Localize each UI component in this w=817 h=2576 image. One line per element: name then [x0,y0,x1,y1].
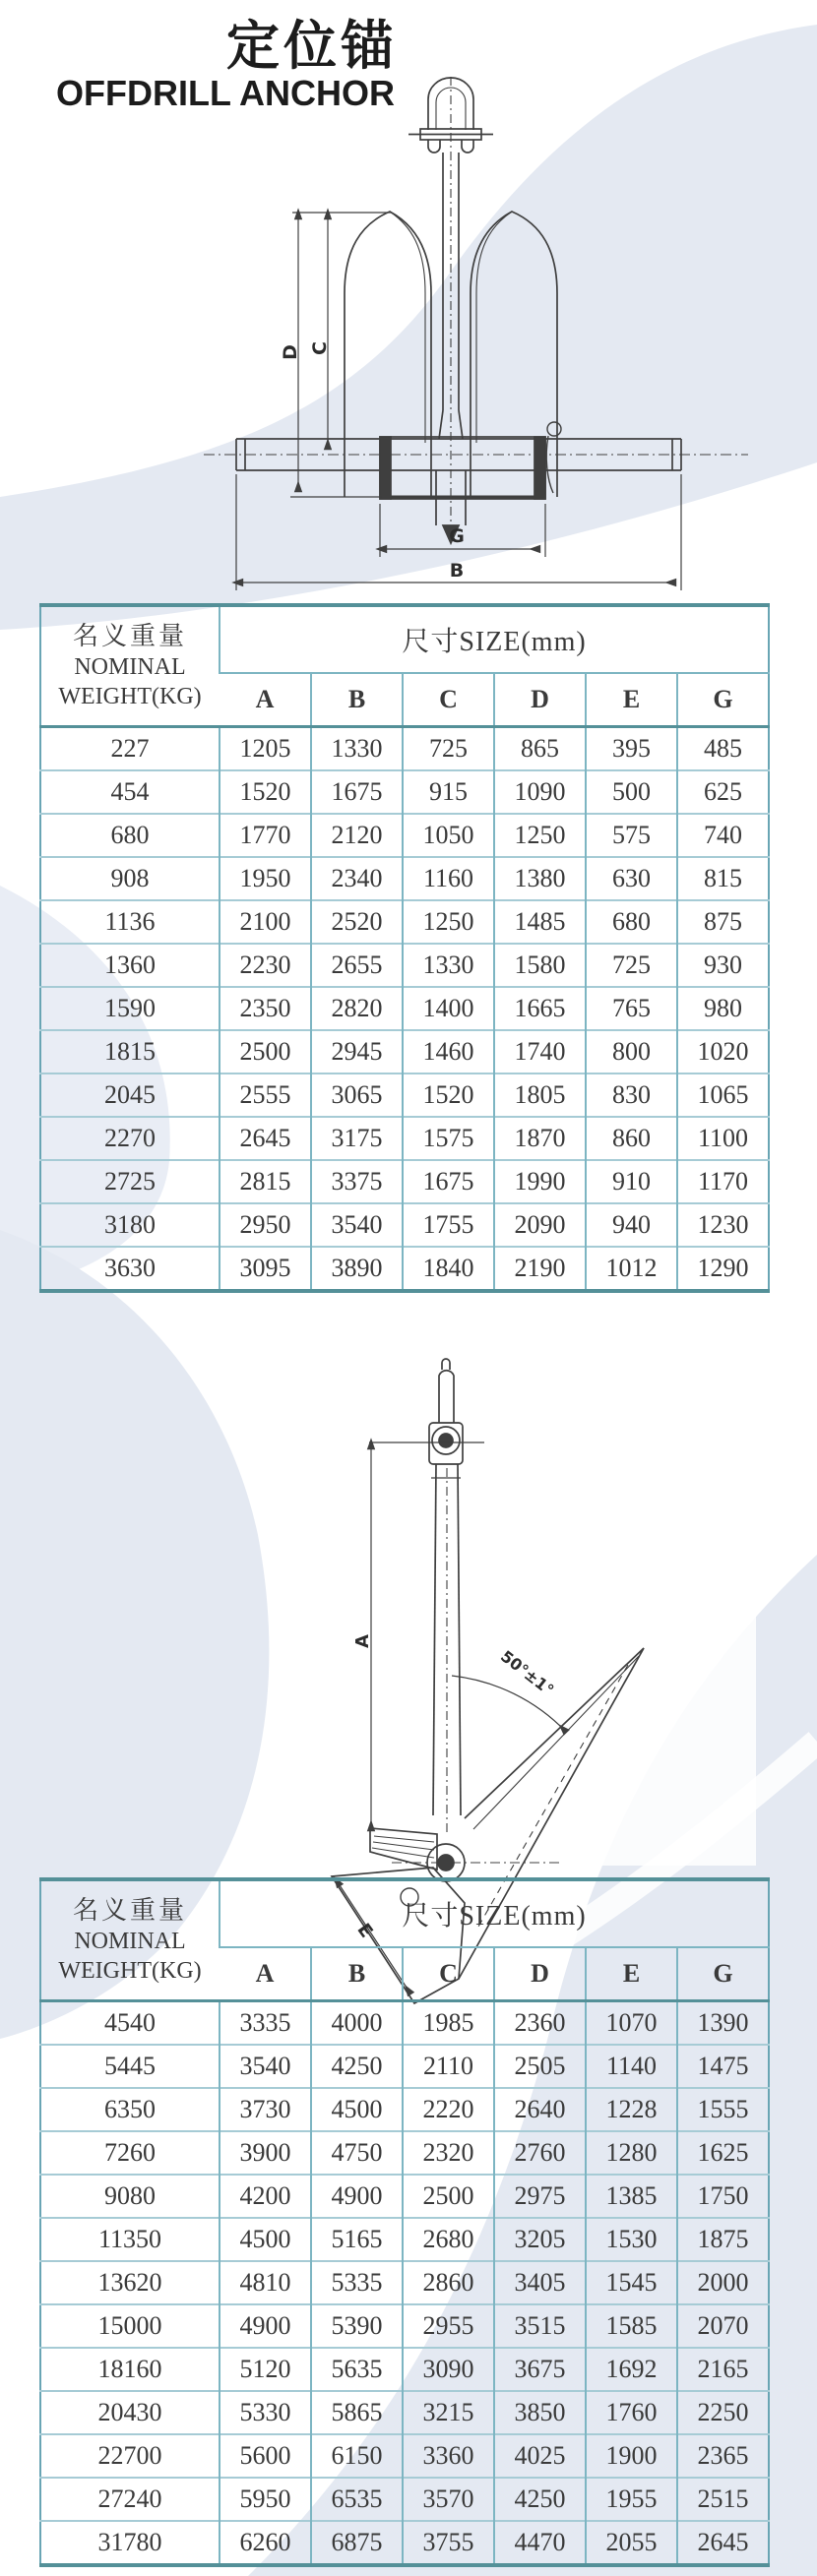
size-cell: 5120 [220,2348,311,2391]
table-row [40,987,769,1030]
table-row [40,2088,769,2131]
size-cell: 3515 [494,2304,586,2348]
size-cell: 1070 [586,2001,677,2046]
weight-cell: 2045 [40,1073,220,1117]
size-cell: 2955 [403,2304,494,2348]
table-row [40,857,769,900]
weight-cell: 9080 [40,2175,220,2218]
col-header-d: D [494,673,586,727]
size-cell: 3375 [311,1160,403,1203]
size-cell: 2655 [311,944,403,987]
shank [431,1464,461,1832]
size-cell: 1012 [586,1247,677,1291]
size-cell: 1090 [494,770,586,814]
size-cell: 1140 [586,2045,677,2088]
size-cell: 2820 [311,987,403,1030]
col-header-a: A [220,1947,311,2001]
angle-label: 50°±1° [497,1646,558,1700]
dim-label-g: G [449,525,465,547]
size-cell: 875 [677,900,769,944]
size-cell: 2515 [677,2478,769,2521]
size-cell: 1900 [586,2434,677,2478]
size-cell: 2950 [220,1203,311,1247]
weight-cell: 22700 [40,2434,220,2478]
dim-label-e: E [352,1920,377,1942]
weight-column-header [40,1879,220,2001]
weight-cell: 2270 [40,1117,220,1160]
spec-table-large-anchors [39,1877,770,2567]
table-row [40,1160,769,1203]
weight-cell: 13620 [40,2261,220,2304]
weight-cell: 5445 [40,2045,220,2088]
weight-cell: 1360 [40,944,220,987]
size-cell: 1950 [220,857,311,900]
stock-retaining-clip [547,422,561,436]
weight-header-zh: 名义重量 [72,621,187,650]
size-cell: 765 [586,987,677,1030]
size-cell: 1692 [586,2348,677,2391]
size-cell: 1755 [403,1203,494,1247]
size-cell: 3205 [494,2218,586,2261]
size-cell: 625 [677,770,769,814]
size-cell: 1250 [403,900,494,944]
size-cell: 2090 [494,1203,586,1247]
size-cell: 2500 [403,2175,494,2218]
col-header-b: B [311,1947,403,2001]
size-cell: 3755 [403,2521,494,2565]
weight-header-en1: NOMINAL [74,654,186,681]
table-row [40,770,769,814]
size-cell: 1330 [403,944,494,987]
shackle [429,1359,463,1464]
col-header-e: E [586,673,677,727]
size-cell: 5390 [311,2304,403,2348]
size-cell: 1625 [677,2131,769,2175]
table-row [40,727,769,771]
size-cell: 1330 [311,727,403,771]
size-cell: 1380 [494,857,586,900]
dim-label-a: A [352,1634,373,1648]
table-row [40,944,769,987]
weight-cell: 908 [40,857,220,900]
size-cell: 2070 [677,2304,769,2348]
size-cell: 4500 [220,2218,311,2261]
size-cell: 4900 [220,2304,311,2348]
size-cell: 860 [586,1117,677,1160]
weight-cell: 31780 [40,2521,220,2565]
spec-table-1-body [40,727,769,1292]
size-cell: 3730 [220,2088,311,2131]
size-cell: 3360 [403,2434,494,2478]
dim-label-c: C [309,341,331,355]
size-cell: 630 [586,857,677,900]
size-cell: 680 [586,900,677,944]
size-cell: 500 [586,770,677,814]
size-cell: 1230 [677,1203,769,1247]
dim-label-d: D [280,344,301,360]
size-cell: 2640 [494,2088,586,2131]
table-row [40,1203,769,1247]
size-cell: 1520 [220,770,311,814]
weight-cell: 1590 [40,987,220,1030]
size-cell: 395 [586,727,677,771]
size-cell: 1675 [311,770,403,814]
table-row [40,2131,769,2175]
weight-cell: 20430 [40,2391,220,2434]
size-header: 尺寸SIZE(mm) [220,605,769,673]
size-cell: 1050 [403,814,494,857]
weight-header-en1: NOMINAL [74,1929,186,1955]
size-cell: 1228 [586,2088,677,2131]
size-cell: 2500 [220,1030,311,1073]
weight-cell: 4540 [40,2001,220,2046]
col-header-b: B [311,673,403,727]
size-cell: 1740 [494,1030,586,1073]
size-cell: 725 [403,727,494,771]
size-cell: 4750 [311,2131,403,2175]
size-cell: 3095 [220,1247,311,1291]
table-row [40,1247,769,1291]
size-cell: 2645 [220,1117,311,1160]
size-cell: 1520 [403,1073,494,1117]
size-cell: 2055 [586,2521,677,2565]
size-cell: 2350 [220,987,311,1030]
table-row [40,900,769,944]
size-cell: 865 [494,727,586,771]
size-cell: 1760 [586,2391,677,2434]
table-row [40,2001,769,2046]
size-cell: 1555 [677,2088,769,2131]
table-row [40,2261,769,2304]
col-header-d: D [494,1947,586,2001]
size-cell: 1290 [677,1247,769,1291]
weight-cell: 18160 [40,2348,220,2391]
size-cell: 4200 [220,2175,311,2218]
size-cell: 2555 [220,1073,311,1117]
size-cell: 2320 [403,2131,494,2175]
weight-cell: 3630 [40,1247,220,1291]
size-cell: 1385 [586,2175,677,2218]
col-header-c: C [403,673,494,727]
size-cell: 1575 [403,1117,494,1160]
size-cell: 2340 [311,857,403,900]
weight-cell: 11350 [40,2218,220,2261]
weight-cell: 3180 [40,1203,220,1247]
size-cell: 5635 [311,2348,403,2391]
size-cell: 800 [586,1030,677,1073]
table-row [40,2218,769,2261]
size-cell: 3540 [220,2045,311,2088]
size-cell: 2110 [403,2045,494,2088]
size-cell: 1460 [403,1030,494,1073]
page-title-en: OFFDRILL ANCHOR [56,73,395,113]
size-cell: 940 [586,1203,677,1247]
size-cell: 1065 [677,1073,769,1117]
size-cell: 2945 [311,1030,403,1073]
size-cell: 5335 [311,2261,403,2304]
size-cell: 3675 [494,2348,586,2391]
size-cell: 1955 [586,2478,677,2521]
size-cell: 2000 [677,2261,769,2304]
size-cell: 5865 [311,2391,403,2434]
size-cell: 5950 [220,2478,311,2521]
size-cell: 1205 [220,727,311,771]
size-cell: 3850 [494,2391,586,2434]
table-row [40,2045,769,2088]
size-cell: 1875 [677,2218,769,2261]
table-row [40,2478,769,2521]
col-header-g: G [677,1947,769,2001]
size-cell: 2165 [677,2348,769,2391]
table-row [40,1117,769,1160]
size-cell: 930 [677,944,769,987]
col-header-a: A [220,673,311,727]
table-row [40,2175,769,2218]
size-cell: 1675 [403,1160,494,1203]
size-cell: 5165 [311,2218,403,2261]
weight-cell: 6350 [40,2088,220,2131]
table-row [40,2391,769,2434]
size-cell: 3335 [220,2001,311,2046]
size-cell: 980 [677,987,769,1030]
spec-table-small-anchors [39,603,770,1293]
size-cell: 3900 [220,2131,311,2175]
weight-cell: 2725 [40,1160,220,1203]
size-cell: 3065 [311,1073,403,1117]
size-cell: 2680 [403,2218,494,2261]
size-cell: 2760 [494,2131,586,2175]
shank [439,77,463,531]
col-header-g: G [677,673,769,727]
weight-cell: 7260 [40,2131,220,2175]
size-cell: 740 [677,814,769,857]
weight-cell: 15000 [40,2304,220,2348]
size-cell: 1100 [677,1117,769,1160]
size-cell: 1840 [403,1247,494,1291]
size-cell: 4250 [311,2045,403,2088]
size-cell: 1870 [494,1117,586,1160]
table-row [40,2521,769,2565]
size-cell: 6875 [311,2521,403,2565]
size-cell: 2100 [220,900,311,944]
size-cell: 4500 [311,2088,403,2131]
size-cell: 830 [586,1073,677,1117]
size-cell: 2190 [494,1247,586,1291]
size-cell: 4025 [494,2434,586,2478]
size-cell: 1990 [494,1160,586,1203]
size-cell: 6150 [311,2434,403,2478]
size-cell: 1750 [677,2175,769,2218]
dimension-a [369,1442,484,1830]
size-cell: 2645 [677,2521,769,2565]
table-row [40,1030,769,1073]
size-cell: 3090 [403,2348,494,2391]
size-cell: 575 [586,814,677,857]
size-cell: 4000 [311,2001,403,2046]
size-cell: 2975 [494,2175,586,2218]
size-cell: 1280 [586,2131,677,2175]
col-header-e: E [586,1947,677,2001]
table-row [40,2434,769,2478]
weight-cell: 27240 [40,2478,220,2521]
weight-column-header [40,605,220,727]
size-cell: 1805 [494,1073,586,1117]
size-cell: 4470 [494,2521,586,2565]
size-cell: 1585 [586,2304,677,2348]
size-cell: 2365 [677,2434,769,2478]
size-cell: 2360 [494,2001,586,2046]
size-cell: 1020 [677,1030,769,1073]
size-cell: 2250 [677,2391,769,2434]
size-cell: 1985 [403,2001,494,2046]
size-cell: 1545 [586,2261,677,2304]
dim-label-b: B [449,560,465,582]
table-row [40,1073,769,1117]
table-row [40,2348,769,2391]
size-cell: 915 [403,770,494,814]
size-cell: 1485 [494,900,586,944]
size-cell: 3570 [403,2478,494,2521]
weight-header-en2: WEIGHT(KG) [58,1958,202,1985]
size-cell: 1530 [586,2218,677,2261]
size-cell: 1250 [494,814,586,857]
col-header-c: C [403,1947,494,2001]
size-cell: 910 [586,1160,677,1203]
weight-cell: 1136 [40,900,220,944]
size-cell: 3215 [403,2391,494,2434]
size-cell: 2230 [220,944,311,987]
size-header: 尺寸SIZE(mm) [220,1879,769,1947]
size-cell: 2860 [403,2261,494,2304]
size-cell: 4900 [311,2175,403,2218]
size-cell: 6260 [220,2521,311,2565]
size-cell: 2120 [311,814,403,857]
size-cell: 6535 [311,2478,403,2521]
spec-table-2-body [40,2001,769,2566]
size-cell: 485 [677,727,769,771]
size-cell: 1170 [677,1160,769,1203]
anchor-front-view-drawing [98,64,787,600]
size-cell: 2505 [494,2045,586,2088]
size-cell: 3540 [311,1203,403,1247]
size-cell: 1770 [220,814,311,857]
page-title-zh: 定位锚 [226,17,398,76]
size-cell: 3405 [494,2261,586,2304]
weight-cell: 1815 [40,1030,220,1073]
weight-cell: 680 [40,814,220,857]
size-cell: 2520 [311,900,403,944]
weight-cell: 454 [40,770,220,814]
size-cell: 815 [677,857,769,900]
table-row [40,814,769,857]
size-cell: 5600 [220,2434,311,2478]
size-cell: 3890 [311,1247,403,1291]
size-cell: 1665 [494,987,586,1030]
size-cell: 4810 [220,2261,311,2304]
size-cell: 2815 [220,1160,311,1203]
weight-header-zh: 名义重量 [72,1895,187,1925]
size-cell: 725 [586,944,677,987]
table-row [40,2304,769,2348]
size-cell: 1580 [494,944,586,987]
weight-header-en2: WEIGHT(KG) [58,684,202,710]
size-cell: 1160 [403,857,494,900]
size-cell: 1400 [403,987,494,1030]
size-cell: 1475 [677,2045,769,2088]
size-cell: 4250 [494,2478,586,2521]
size-cell: 3175 [311,1117,403,1160]
size-cell: 5330 [220,2391,311,2434]
size-cell: 2220 [403,2088,494,2131]
stock [204,439,748,470]
size-cell: 1390 [677,2001,769,2046]
weight-cell: 227 [40,727,220,771]
